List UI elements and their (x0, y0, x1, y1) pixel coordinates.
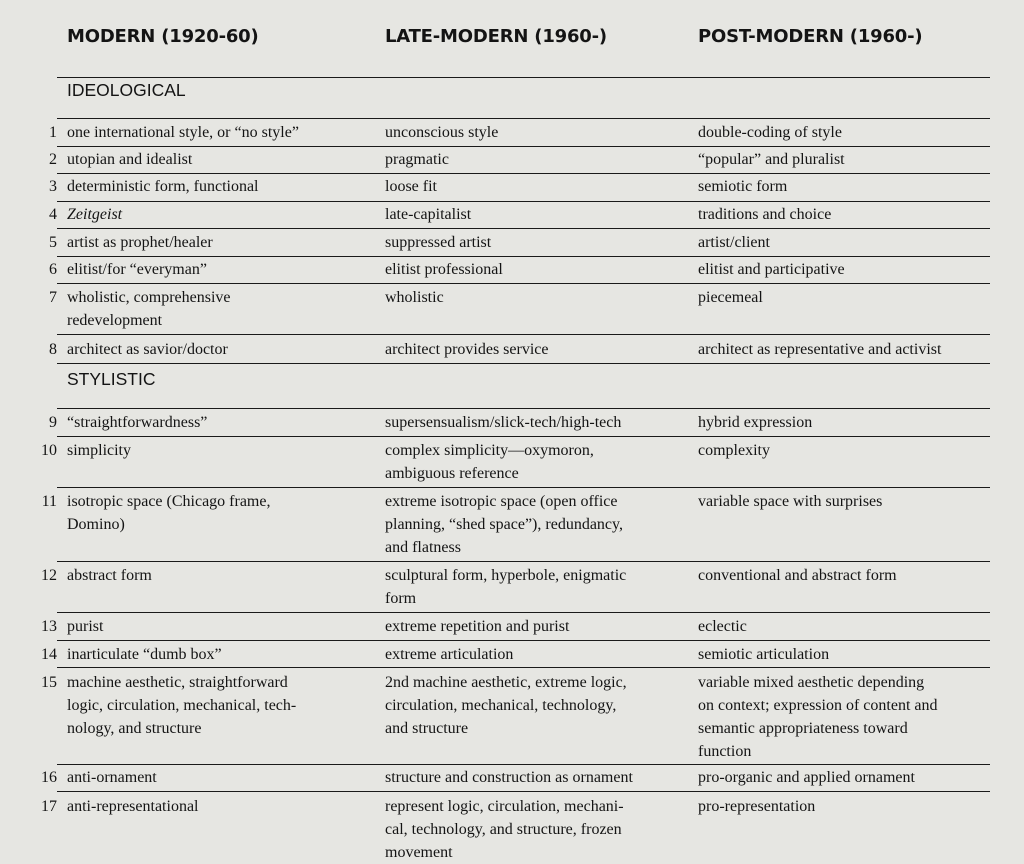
cell-late-modern: wholistic (385, 289, 444, 306)
cell-late-modern: architect provides service (385, 341, 549, 358)
cell-late-modern: pragmatic (385, 151, 449, 168)
divider (57, 77, 990, 78)
divider (57, 334, 990, 335)
divider (57, 363, 990, 364)
cell-post-modern: “popular” and pluralist (698, 151, 845, 168)
row-number: 14 (41, 646, 57, 663)
row-number: 13 (41, 618, 57, 635)
cell-post-modern: pro-organic and applied ornament (698, 769, 915, 786)
row-number: 1 (49, 124, 57, 141)
cell-modern: Zeitgeist (67, 206, 123, 223)
divider (57, 487, 990, 488)
cell-post-modern: eclectic (698, 618, 747, 635)
row-number: 12 (41, 567, 57, 584)
cell-late-modern: extreme isotropic space (open office planning, “shed space”), redundancy, and flatness (385, 493, 623, 556)
cell-modern: deterministic form, functional (67, 178, 259, 195)
cell-modern: architect as savior/doctor (67, 341, 228, 358)
cell-post-modern: piecemeal (698, 289, 763, 306)
divider (57, 173, 990, 174)
cell-late-modern: supersensualism/slick-tech/high-tech (385, 414, 622, 431)
cell-late-modern: extreme articulation (385, 646, 514, 663)
cell-modern: machine aesthetic, straightforward logic, circulation, mechanical, tech- nology, and structure (67, 674, 297, 737)
cell-late-modern: represent logic, circulation, mechani- cal, technology, and structure, frozen movement (385, 798, 624, 861)
cell-late-modern: structure and construction as ornament (385, 769, 633, 786)
cell-post-modern: hybrid expression (698, 414, 813, 431)
header-modern: MODERN (1920-60) (67, 26, 259, 47)
row-number: 2 (49, 151, 57, 168)
cell-modern: inarticulate “dumb box” (67, 646, 222, 663)
cell-late-modern: unconscious style (385, 124, 499, 141)
cell-late-modern: extreme repetition and purist (385, 618, 570, 635)
divider (57, 256, 990, 257)
row-number: 3 (49, 178, 57, 195)
cell-modern: anti-representational (67, 798, 199, 815)
cell-late-modern: loose fit (385, 178, 437, 195)
cell-post-modern: double-coding of style (698, 124, 842, 141)
section-ideological: IDEOLOGICAL (67, 80, 186, 100)
header-late-modern: LATE-MODERN (1960-) (385, 26, 607, 47)
divider (57, 640, 990, 641)
row-number: 9 (49, 414, 57, 431)
cell-post-modern: conventional and abstract form (698, 567, 897, 584)
cell-modern: abstract form (67, 567, 152, 584)
cell-post-modern: variable space with surprises (698, 493, 883, 510)
row-number: 16 (41, 769, 57, 786)
cell-modern: anti-ornament (67, 769, 157, 786)
cell-post-modern: architect as representative and activist (698, 341, 942, 358)
cell-modern: “straightforwardness” (67, 414, 208, 431)
cell-modern: wholistic, comprehensive redevelopment (67, 289, 231, 329)
cell-late-modern: late-capitalist (385, 206, 472, 223)
header-post-modern: POST-MODERN (1960-) (698, 26, 923, 47)
cell-late-modern: sculptural form, hyperbole, enigmatic form (385, 567, 627, 607)
cell-late-modern: 2nd machine aesthetic, extreme logic, circulation, mechanical, technology, and structure (385, 674, 627, 737)
cell-modern: simplicity (67, 442, 131, 459)
row-number: 15 (41, 674, 57, 691)
cell-late-modern: suppressed artist (385, 234, 492, 251)
divider (57, 283, 990, 284)
divider (57, 201, 990, 202)
row-number: 10 (41, 442, 57, 459)
row-number: 6 (49, 261, 57, 278)
divider (57, 612, 990, 613)
row-number: 8 (49, 341, 57, 358)
row-number: 11 (41, 493, 57, 510)
divider (57, 408, 990, 409)
cell-post-modern: traditions and choice (698, 206, 832, 223)
divider (57, 436, 990, 437)
cell-modern: one international style, or “no style” (67, 124, 299, 141)
cell-modern: elitist/for “everyman” (67, 261, 207, 278)
cell-late-modern: elitist professional (385, 261, 503, 278)
row-number: 17 (41, 798, 57, 815)
cell-post-modern: variable mixed aesthetic depending on context; expression of content and semantic appropriateness toward function (698, 674, 938, 760)
cell-modern: utopian and idealist (67, 151, 193, 168)
divider (57, 146, 990, 147)
divider (57, 118, 990, 119)
cell-late-modern: complex simplicity—oxymoron, ambiguous reference (385, 442, 594, 482)
cell-post-modern: semiotic form (698, 178, 788, 195)
row-number: 7 (49, 289, 57, 306)
row-number: 5 (49, 234, 57, 251)
divider (57, 764, 990, 765)
divider (57, 791, 990, 792)
divider (57, 228, 990, 229)
cell-post-modern: complexity (698, 442, 770, 459)
cell-post-modern: elitist and participative (698, 261, 845, 278)
cell-modern: purist (67, 618, 104, 635)
section-stylistic: STYLISTIC (67, 369, 156, 389)
cell-modern: artist as prophet/healer (67, 234, 213, 251)
divider (57, 561, 990, 562)
cell-post-modern: semiotic articulation (698, 646, 830, 663)
cell-modern: isotropic space (Chicago frame, Domino) (67, 493, 271, 533)
row-number: 4 (49, 206, 57, 223)
cell-post-modern: artist/client (698, 234, 770, 251)
divider (57, 667, 990, 668)
cell-post-modern: pro-representation (698, 798, 816, 815)
